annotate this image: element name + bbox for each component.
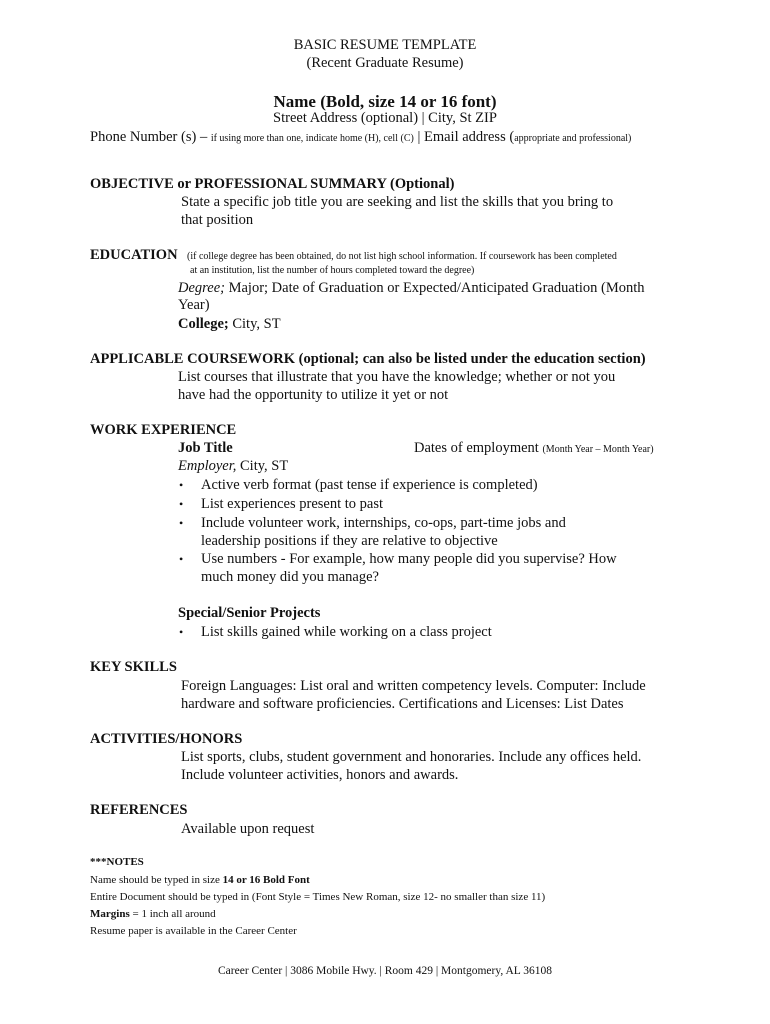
objective-line-1: State a specific job title you are seeking and list the skills that you bring to bbox=[181, 194, 614, 210]
contact-line bbox=[90, 130, 631, 145]
activities-heading: ACTIVITIES/HONORS bbox=[90, 731, 243, 747]
college-line bbox=[178, 317, 281, 332]
phone-label: Phone Number (s) – bbox=[90, 129, 211, 145]
employer-line bbox=[178, 459, 288, 474]
bullet-icon: • bbox=[179, 516, 184, 530]
bullet-icon: • bbox=[179, 478, 184, 492]
employer-text: City, ST bbox=[236, 458, 289, 474]
bullet-icon: • bbox=[179, 552, 184, 566]
bullet-icon: • bbox=[179, 497, 184, 511]
work-bullet-4-cont: much money did you manage? bbox=[201, 569, 379, 585]
degree-line bbox=[178, 281, 645, 296]
document-subtitle: (Recent Graduate Resume) bbox=[306, 55, 464, 71]
education-note-2: at an institution, list the number of hours completed toward the degree) bbox=[190, 265, 475, 276]
degree-line-2: Year) bbox=[178, 297, 210, 313]
work-bullet-3: Include volunteer work, internships, co-ops, part-time jobs and bbox=[201, 515, 566, 531]
skills-line-2: hardware and software proficiencies. Certifications and Licenses: List Dates bbox=[181, 696, 624, 712]
projects-bullet: List skills gained while working on a class project bbox=[201, 624, 492, 640]
notes-heading: ***NOTES bbox=[90, 856, 144, 868]
college-label: College; bbox=[178, 316, 229, 332]
notes-line-1 bbox=[90, 875, 310, 886]
notes-line-3-bold: Margins bbox=[90, 908, 130, 920]
work-heading: WORK EXPERIENCE bbox=[90, 422, 237, 438]
notes-line-3-text: = 1 inch all around bbox=[129, 908, 216, 920]
degree-text: Major; Date of Graduation or Expected/Anticipated Graduation (Month bbox=[224, 280, 645, 296]
college-text: City, ST bbox=[228, 316, 281, 332]
education-note-1: (if college degree has been obtained, do not list high school information. If coursework has been completed bbox=[187, 251, 617, 262]
activities-line-1: List sports, clubs, student government and honoraries. Include any offices held. bbox=[181, 749, 642, 765]
document-title: BASIC RESUME TEMPLATE bbox=[293, 37, 477, 53]
employer-label: Employer, bbox=[178, 458, 237, 474]
notes-line-2: Entire Document should be typed in (Font Style = Times New Roman, size 12- no smaller than size 11) bbox=[90, 891, 546, 903]
notes-line-1-text: Name should be typed in size bbox=[90, 874, 223, 886]
dates-line bbox=[414, 441, 654, 456]
email-label: | Email address ( bbox=[413, 129, 515, 145]
job-title: Job Title bbox=[178, 440, 233, 456]
references-line: Available upon request bbox=[181, 821, 315, 837]
work-bullet-2: List experiences present to past bbox=[201, 496, 383, 512]
skills-line-1: Foreign Languages: List oral and written competency levels. Computer: Include bbox=[181, 678, 646, 694]
notes-line-3 bbox=[90, 909, 216, 920]
objective-line-2: that position bbox=[181, 212, 254, 228]
references-heading: REFERENCES bbox=[90, 802, 188, 818]
bullet-icon: • bbox=[179, 625, 184, 639]
degree-label: Degree; bbox=[178, 280, 225, 296]
objective-heading: OBJECTIVE or PROFESSIONAL SUMMARY (Optional) bbox=[90, 176, 455, 192]
name-line: Name (Bold, size 14 or 16 font) bbox=[273, 92, 497, 111]
email-note: appropriate and professional) bbox=[514, 133, 632, 144]
phone-note: if using more than one, indicate home (H), cell (C) bbox=[210, 133, 414, 144]
education-heading: EDUCATION bbox=[90, 247, 178, 263]
activities-line-2: Include volunteer activities, honors and awards. bbox=[181, 767, 459, 783]
dates-label: Dates of employment bbox=[414, 440, 543, 456]
work-bullet-4: Use numbers - For example, how many people did you supervise? How bbox=[201, 551, 617, 567]
notes-line-1-bold: 14 or 16 Bold Font bbox=[222, 874, 310, 886]
dates-note: (Month Year – Month Year) bbox=[542, 444, 654, 455]
work-bullet-1: Active verb format (past tense if experience is completed) bbox=[201, 477, 538, 493]
notes-line-4: Resume paper is available in the Career Center bbox=[90, 925, 297, 937]
coursework-line-1: List courses that illustrate that you have the knowledge; whether or not you bbox=[178, 369, 616, 385]
footer-text: Career Center | 3086 Mobile Hwy. | Room 429 | Montgomery, AL 36108 bbox=[218, 965, 552, 977]
work-bullet-3-cont: leadership positions if they are relative to objective bbox=[201, 533, 498, 549]
coursework-line-2: have had the opportunity to utilize it yet or not bbox=[178, 387, 449, 403]
skills-heading: KEY SKILLS bbox=[90, 659, 177, 675]
address-line: Street Address (optional) | City, St ZIP bbox=[273, 110, 497, 126]
coursework-heading: APPLICABLE COURSEWORK (optional; can also be listed under the education section) bbox=[90, 351, 646, 367]
projects-heading: Special/Senior Projects bbox=[178, 605, 321, 621]
